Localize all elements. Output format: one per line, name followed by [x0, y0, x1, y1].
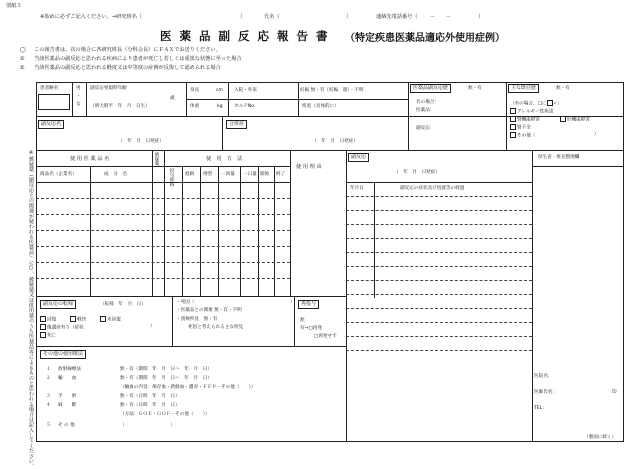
- reaction-history-drug-label: 医薬品：: [416, 108, 435, 113]
- outcome-recovered[interactable]: 回復: [40, 316, 56, 323]
- course-row[interactable]: [346, 294, 532, 295]
- page-title: 医 薬 品 副 反 応 報 告 書: [160, 29, 330, 43]
- paren-close: ）: [346, 14, 352, 20]
- patient-initials-label: 患者略名: [40, 86, 59, 91]
- outcome-sequela[interactable]: 後遺症有り（症状: [40, 324, 84, 331]
- drug-row[interactable]: [36, 198, 290, 199]
- pregnancy-option[interactable]: 妊娠 無・有（妊娠 週）・不明: [300, 88, 364, 93]
- phone-label: 連絡先電話番号（: [376, 14, 418, 20]
- seal-mark: 印: [612, 390, 617, 395]
- drug-row[interactable]: [36, 278, 290, 279]
- complication-label: 合併症: [226, 120, 247, 129]
- course-row[interactable]: [346, 224, 532, 225]
- reaction-history-reaction-label: 副反応：: [416, 126, 435, 131]
- once-dose-column: 一回量: [221, 172, 235, 177]
- note-text: この報告書は、次の場合に各研究班長（分科会長）にＦＡＸでお送りください。: [34, 47, 221, 53]
- note-text: 当該医薬品の副反応と思われる疾病により患者が死亡し若しくは重篤な状態に至った場合: [34, 56, 242, 62]
- note-mark: ◯: [20, 47, 26, 53]
- treatment-no: ５: [46, 423, 51, 428]
- course-row[interactable]: [346, 280, 532, 281]
- drug-table-header: 使 用 医 薬 品 名: [70, 156, 110, 162]
- method-header: 使 用 方 法: [206, 156, 243, 162]
- birth-date-field[interactable]: （明大昭平 年 月 日生）: [90, 104, 150, 109]
- treatment-name: 手 術: [58, 394, 77, 399]
- course-row[interactable]: [346, 252, 532, 253]
- date-column: 年月日: [350, 186, 364, 191]
- trade-name-column: 商品名（企業名）: [40, 172, 77, 177]
- course-row[interactable]: [346, 238, 532, 239]
- doctor-label: 医師氏名：: [534, 390, 557, 395]
- rechallenge-none[interactable]: 無: [300, 318, 305, 323]
- reaction-history-label: 医薬品副反応歴: [410, 84, 451, 93]
- outcome-death[interactable]: 死亡: [40, 332, 56, 339]
- sex-separator: ・: [76, 94, 81, 99]
- course-row[interactable]: [346, 308, 532, 309]
- course-row[interactable]: [346, 322, 532, 323]
- complication-history-option[interactable]: 無・有: [556, 86, 570, 91]
- outcome-sequela-close: ）: [150, 324, 155, 329]
- height-unit: cm: [216, 88, 224, 93]
- treatment-name: そ の 他: [58, 423, 75, 428]
- height-label: 身長: [190, 88, 200, 93]
- treatment-value[interactable]: 無・有（日時 年 月 日）: [120, 394, 180, 399]
- history-item-renal-failure[interactable]: 腎不全: [510, 124, 531, 131]
- autopsy-detail: 死因と考えられる主な所見: [188, 325, 244, 330]
- sex-male-option[interactable]: 男: [76, 86, 81, 91]
- reason-column: 使 用 理 由: [296, 164, 322, 170]
- reaction-history-yes-label: 有の場合：: [416, 100, 439, 105]
- instruction-text: ※始めに必ずご記入ください。→研究班名（: [40, 14, 143, 20]
- treatment-value[interactable]: （ ）: [120, 423, 176, 428]
- amount-column: 経路: [185, 172, 195, 177]
- treatment-value[interactable]: 無・有（日時 年 月 日）: [120, 403, 180, 408]
- course-row[interactable]: [346, 350, 532, 351]
- note-text: 当該医薬品の副反応と思われる軽度又は中等度の症例が反復して認められる場合: [34, 65, 221, 71]
- reaction-onset-date[interactable]: （ 年 月 日発症）: [118, 139, 164, 144]
- form-id: 別紙３: [6, 3, 22, 9]
- treatment-no: ３: [46, 394, 51, 399]
- course-row[interactable]: [346, 336, 532, 337]
- paren-close: ）: [478, 14, 484, 20]
- outcome-date[interactable]: （転帰 年 月 日）: [100, 302, 146, 307]
- treatment-detail[interactable]: （方法：ＧＯＥ・ＧＯＦ・その他（ ））: [120, 412, 210, 417]
- daily-dose-column: 一日量: [243, 172, 257, 177]
- treatment-no: ４: [46, 403, 51, 408]
- course-row[interactable]: [346, 266, 532, 267]
- death-drug-relation[interactable]: ・医薬品との関連 無・有・不明: [176, 308, 242, 313]
- weight-label: 体重: [190, 104, 200, 109]
- course-row[interactable]: [346, 210, 532, 211]
- karte-number-label: カルテNo.: [234, 104, 256, 109]
- reaction-history-option[interactable]: 無・有: [468, 86, 482, 91]
- other-treatments-label: その他の使用療法: [40, 350, 86, 359]
- dose-form-column: 剤型: [203, 172, 213, 177]
- history-item-liver[interactable]: 肝機能障害: [560, 116, 590, 123]
- facility-label: 医院名：: [534, 374, 553, 379]
- rechallenge-label: 再投与: [298, 300, 319, 309]
- complication-onset-date[interactable]: （ 年 月 日発症）: [312, 139, 358, 144]
- sex-female-option[interactable]: 女: [76, 102, 81, 107]
- note-mark: ①: [20, 56, 25, 62]
- death-cause-close: ）: [290, 300, 295, 305]
- rechallenge-yes[interactable]: 有→□再発: [300, 326, 322, 331]
- age-unit: 歳: [170, 96, 175, 101]
- course-row[interactable]: [346, 196, 532, 197]
- name-label: 氏名（: [264, 14, 280, 20]
- treatment-name: 放射線療法: [58, 367, 81, 372]
- suspect-column: 被疑薬: [154, 152, 159, 166]
- outcome-not-recovered[interactable]: 未回復: [100, 316, 121, 323]
- outcome-label: 副反応の転帰: [40, 300, 76, 309]
- start-column: 開始: [260, 172, 270, 177]
- ministry-column: 厚生省・班長整理欄: [538, 155, 580, 160]
- treatment-name: 輸 血: [58, 376, 77, 381]
- tel-label: TEL：: [534, 406, 547, 411]
- check-mark-icon: ✓: [553, 101, 558, 107]
- page-subtitle: （特定疾患医薬品適応外使用症例）: [345, 33, 505, 44]
- footer-continue: （裏面に続く）: [584, 435, 617, 440]
- rechallenge-no-recurrence[interactable]: □再発せず: [314, 334, 337, 339]
- history-yes-case-label: （有の場合、□に ✓）: [510, 101, 562, 107]
- treatment-name: 麻 酔: [58, 403, 77, 408]
- route-column: 投与経路: [169, 168, 174, 187]
- death-cause-label: ・死因（: [176, 300, 195, 305]
- patient-initials-field[interactable]: [38, 94, 70, 110]
- end-column: 終了: [276, 172, 286, 177]
- history-other-close: ）: [594, 132, 599, 137]
- inout-patient-option[interactable]: 入院・外来: [234, 88, 257, 93]
- treatment-detail[interactable]: （輸血の内容：保存血・新鮮血・濃赤・ＦＦＰ・その他（ ））: [120, 385, 256, 390]
- treatment-no: １: [46, 367, 51, 372]
- drug-row[interactable]: [36, 262, 290, 263]
- paren-close: ）: [240, 14, 246, 20]
- reaction-name-label: 副反応名: [38, 120, 64, 129]
- history-item-allergy[interactable]: アレルギー性疾患: [510, 108, 553, 115]
- weight-unit: kg: [217, 104, 223, 109]
- complication-history-label: 主な既往歴: [508, 84, 539, 93]
- course-column: 副反応の症状及び処置等の経過: [400, 186, 465, 191]
- autopsy-option[interactable]: ・剖検所見 無・有: [176, 317, 218, 322]
- history-item-other[interactable]: その他（: [510, 132, 535, 139]
- treatment-no: ２: [46, 376, 51, 381]
- reaction-course-label: 副反応: [348, 153, 369, 162]
- note-mark: ②: [20, 65, 25, 71]
- age-label: 副反応発現時年齢: [90, 86, 127, 91]
- ingredient-column: 成 分 名: [104, 172, 127, 177]
- drug-row[interactable]: [36, 246, 290, 247]
- outcome-improved[interactable]: 軽快: [70, 316, 86, 323]
- drug-row[interactable]: [36, 214, 290, 215]
- treatment-value[interactable]: 無・有（期間 年 月 日～ 年 月 日）: [120, 376, 212, 381]
- disease-label: 疾患（具体的に）: [302, 104, 339, 109]
- phone-field[interactable]: － －: [430, 14, 451, 20]
- side-note: ※被疑薬（副反応との関連が疑われる医薬品）に○、被疑薬又は併用薬のうち医薬品等によるものと思われる場合は記入してください。: [28, 150, 34, 469]
- history-item-kidney[interactable]: 腎機能障害: [510, 116, 540, 123]
- reaction-course-onset[interactable]: （ 年 月 日発症）: [394, 170, 440, 175]
- drug-row[interactable]: [36, 230, 290, 231]
- treatment-value[interactable]: 無・有（期間 年 月 日～ 年 月 日）: [120, 367, 212, 372]
